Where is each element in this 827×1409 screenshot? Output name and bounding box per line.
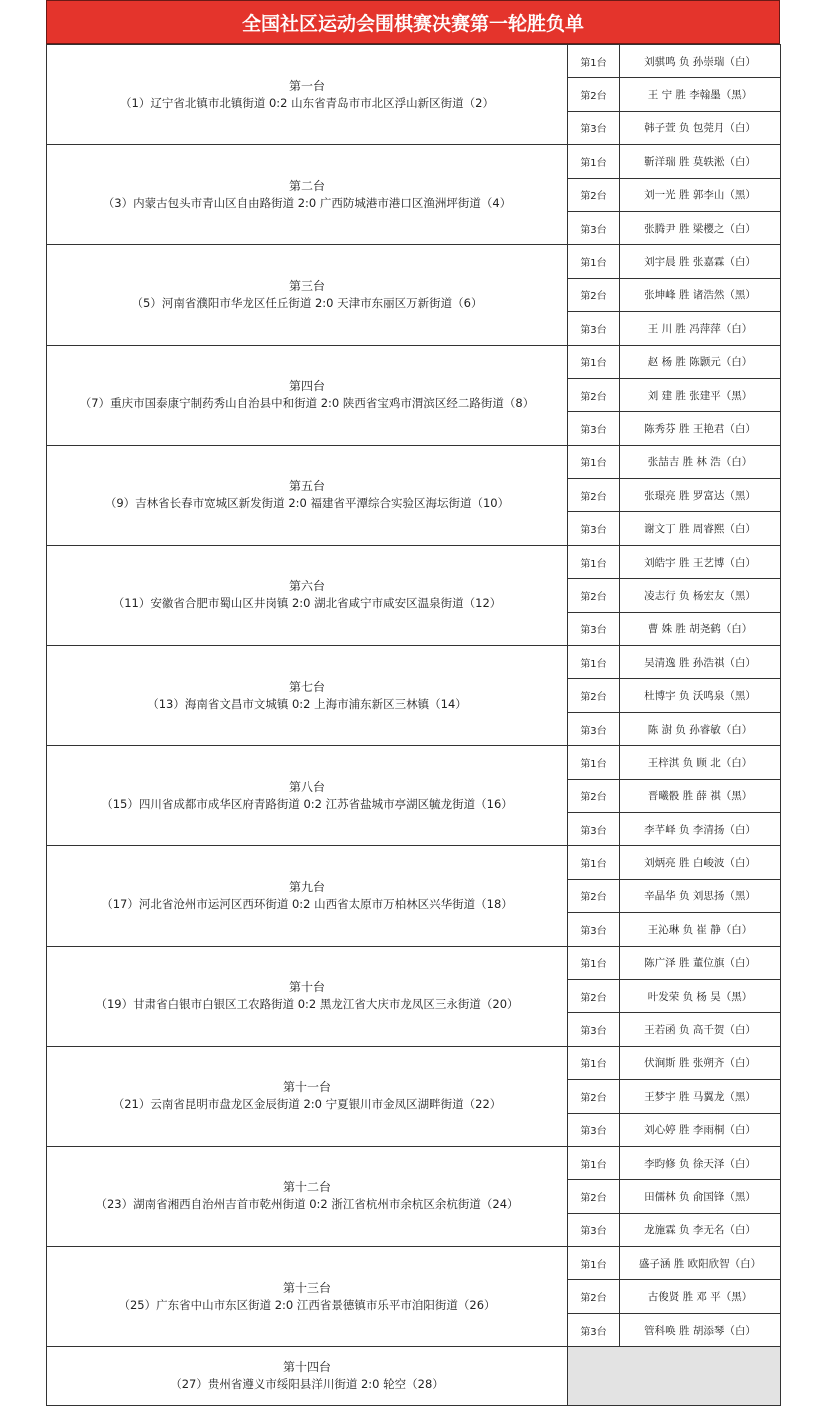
match-line: （5）河南省濮阳市华龙区任丘街道 2:0 天津市东丽区万新街道（6） — [131, 295, 483, 310]
game-result: 陈 澍 负 孙睿敏（白） — [620, 712, 781, 745]
board-number: 第1台 — [568, 646, 620, 679]
match-line: （9）吉林省长春市宽城区新发街道 2:0 福建省平潭综合实验区海坛街道（10） — [104, 496, 510, 511]
board-number: 第3台 — [568, 312, 620, 345]
table-name: 第十三台 — [282, 1280, 331, 1295]
match-line: （17）河北省沧州市运河区西环街道 0:2 山西省太原市万柏林区兴华街道（18） — [101, 896, 513, 911]
game-result: 陈广泽 胜 董位旗（白） — [620, 946, 781, 979]
game-result: 晋曦骰 胜 薛 祺（黑） — [620, 779, 781, 812]
board-number: 第2台 — [568, 1080, 620, 1113]
match-line: （11）安徽省合肥市蜀山区井岗镇 2:0 湖北省咸宁市咸安区温泉街道（12） — [112, 596, 502, 611]
match-cell — [47, 45, 568, 145]
game-result: 王若函 负 高千贺（白） — [620, 1013, 781, 1046]
game-row — [47, 445, 781, 478]
game-result: 王梓淇 负 顾 北（白） — [620, 746, 781, 779]
table-name: 第十二台 — [282, 1180, 331, 1195]
table-name: 第一台 — [288, 78, 325, 93]
game-result: 古俊贤 胜 邓 平（黑） — [620, 1280, 781, 1313]
board-number: 第3台 — [568, 1213, 620, 1246]
table-name: 第五台 — [288, 479, 325, 494]
table-name: 第二台 — [288, 178, 325, 193]
table-name: 第九台 — [288, 879, 325, 894]
board-number: 第3台 — [568, 812, 620, 845]
game-row — [47, 545, 781, 578]
sheet-title: 全国社区运动会围棋赛决赛第一轮胜负单 — [46, 0, 780, 44]
game-result: 靳洋瑞 胜 莫轶淞（白） — [620, 145, 781, 178]
match-line: （23）湖南省湘西自治州吉首市乾州街道 0:2 浙江省杭州市余杭区余杭街道（24） — [95, 1197, 519, 1212]
board-number: 第1台 — [568, 45, 620, 78]
match-cell — [47, 1247, 568, 1347]
table-name: 第三台 — [288, 278, 325, 293]
board-number: 第3台 — [568, 1313, 620, 1346]
board-number: 第1台 — [568, 545, 620, 578]
game-result: 王梦宇 胜 马翼龙（黑） — [620, 1080, 781, 1113]
result-sheet — [46, 0, 780, 1406]
table-name: 第八台 — [288, 779, 325, 794]
board-number: 第3台 — [568, 512, 620, 545]
match-line: （21）云南省昆明市盘龙区金辰街道 2:0 宁夏银川市金凤区湖畔街道（22） — [112, 1097, 502, 1112]
game-result: 叶发荣 负 杨 昊（黑） — [620, 979, 781, 1012]
game-result: 辛晶华 负 刘思扬（黑） — [620, 879, 781, 912]
board-number: 第2台 — [568, 1180, 620, 1213]
board-number: 第2台 — [568, 479, 620, 512]
board-number: 第2台 — [568, 378, 620, 411]
game-result: 田儒林 负 俞国锋（黑） — [620, 1180, 781, 1213]
board-number: 第1台 — [568, 846, 620, 879]
bye-match-line: （27）贵州省遵义市绥阳县洋川街道 2:0 轮空（28） — [170, 1377, 444, 1392]
board-number: 第1台 — [568, 946, 620, 979]
match-line: （25）广东省中山市东区街道 2:0 江西省景德镇市乐平市洎阳街道（26） — [118, 1297, 496, 1312]
match-cell — [47, 1046, 568, 1146]
board-number: 第3台 — [568, 111, 620, 144]
match-cell — [47, 946, 568, 1046]
bye-empty-cell — [568, 1347, 781, 1406]
table-name: 第六台 — [288, 579, 325, 594]
game-result: 张璟亮 胜 罗富达（黑） — [620, 479, 781, 512]
game-result: 刘皓宇 胜 王艺博（白） — [620, 545, 781, 578]
game-result: 李芊峄 负 李清扬（白） — [620, 812, 781, 845]
board-number: 第3台 — [568, 612, 620, 645]
board-number: 第1台 — [568, 1146, 620, 1179]
board-number: 第1台 — [568, 1247, 620, 1280]
board-number: 第3台 — [568, 412, 620, 445]
board-number: 第2台 — [568, 178, 620, 211]
game-result: 张腾尹 胜 梁樱之（白） — [620, 211, 781, 244]
match-cell — [47, 1146, 568, 1246]
game-result: 刘宇晨 胜 张嘉霖（白） — [620, 245, 781, 278]
game-row — [47, 45, 781, 78]
board-number: 第3台 — [568, 1113, 620, 1146]
bye-row — [47, 1347, 781, 1406]
board-number: 第2台 — [568, 979, 620, 1012]
game-result: 曹 姝 胜 胡尧鹤（白） — [620, 612, 781, 645]
board-number: 第1台 — [568, 1046, 620, 1079]
board-number: 第2台 — [568, 1280, 620, 1313]
game-result: 韩子萱 负 包莞月（白） — [620, 111, 781, 144]
game-result: 刘炳亮 胜 白峻波（白） — [620, 846, 781, 879]
board-number: 第2台 — [568, 679, 620, 712]
game-result: 王 川 胜 冯萍萍（白） — [620, 312, 781, 345]
match-line: （7）重庆市国泰康宁制药秀山自治县中和街道 2:0 陕西省宝鸡市渭滨区经二路街道（8） — [79, 396, 535, 411]
match-line: （13）海南省文昌市文城镇 0:2 上海市浦东新区三林镇（14） — [147, 696, 467, 711]
game-result: 凌志行 负 杨宏友（黑） — [620, 579, 781, 612]
match-cell — [47, 846, 568, 946]
game-row — [47, 345, 781, 378]
match-cell — [47, 545, 568, 645]
game-result: 王 宁 胜 李翰墨（黑） — [620, 78, 781, 111]
table-name: 第七台 — [288, 679, 325, 694]
match-cell — [47, 245, 568, 345]
board-number: 第2台 — [568, 579, 620, 612]
game-result: 王沁琳 负 崔 静（白） — [620, 913, 781, 946]
bye-table-name: 第十四台 — [282, 1360, 331, 1375]
board-number: 第3台 — [568, 1013, 620, 1046]
match-line: （3）内蒙古包头市青山区自由路街道 2:0 广西防城港市港口区渔洲坪街道（4） — [102, 195, 512, 210]
game-result: 盛子涵 胜 欧阳欣智（白） — [620, 1247, 781, 1280]
game-result: 龙施霖 负 李无名（白） — [620, 1213, 781, 1246]
game-result: 李昀修 负 徐天泽（白） — [620, 1146, 781, 1179]
board-number: 第2台 — [568, 779, 620, 812]
match-cell — [47, 145, 568, 245]
bye-match-cell — [47, 1347, 568, 1406]
board-number: 第3台 — [568, 913, 620, 946]
board-number: 第1台 — [568, 746, 620, 779]
game-result: 谢文丁 胜 周睿熙（白） — [620, 512, 781, 545]
game-result: 刘骐鸣 负 孙崇瑞（白） — [620, 45, 781, 78]
board-number: 第1台 — [568, 145, 620, 178]
game-row — [47, 946, 781, 979]
board-number: 第1台 — [568, 345, 620, 378]
game-result: 刘一光 胜 郭李山（黑） — [620, 178, 781, 211]
board-number: 第1台 — [568, 245, 620, 278]
game-result: 伏涧斯 胜 张朔齐（白） — [620, 1046, 781, 1079]
table-name: 第十一台 — [282, 1080, 331, 1095]
match-line: （1）辽宁省北镇市北镇街道 0:2 山东省青岛市市北区浮山新区街道（2） — [120, 95, 494, 110]
game-result: 管科唤 胜 胡添琴（白） — [620, 1313, 781, 1346]
board-number: 第2台 — [568, 879, 620, 912]
match-cell — [47, 646, 568, 746]
game-row — [47, 145, 781, 178]
results-table — [46, 44, 781, 1406]
game-result: 吴清逸 胜 孙浩祺（白） — [620, 646, 781, 679]
table-name: 第四台 — [288, 379, 325, 394]
game-row — [47, 245, 781, 278]
game-row — [47, 1146, 781, 1179]
board-number: 第2台 — [568, 78, 620, 111]
board-number: 第3台 — [568, 712, 620, 745]
game-result: 张坤峰 胜 诸浩然（黑） — [620, 278, 781, 311]
game-result: 刘 建 胜 张建平（黑） — [620, 378, 781, 411]
match-cell — [47, 445, 568, 545]
match-cell — [47, 345, 568, 445]
game-row — [47, 1247, 781, 1280]
game-row — [47, 646, 781, 679]
board-number: 第2台 — [568, 278, 620, 311]
table-name: 第十台 — [288, 980, 325, 995]
game-result: 赵 杨 胜 陈颢元（白） — [620, 345, 781, 378]
game-result: 杜博宇 负 沃鸣泉（黑） — [620, 679, 781, 712]
match-line: （15）四川省成都市成华区府青路街道 0:2 江苏省盐城市亭湖区毓龙街道（16） — [101, 796, 513, 811]
game-result: 陈秀芬 胜 王艳君（白） — [620, 412, 781, 445]
game-result: 刘心婷 胜 李雨桐（白） — [620, 1113, 781, 1146]
board-number: 第3台 — [568, 211, 620, 244]
game-row — [47, 1046, 781, 1079]
board-number: 第1台 — [568, 445, 620, 478]
game-result: 张喆吉 胜 林 浩（白） — [620, 445, 781, 478]
game-row — [47, 746, 781, 779]
match-line: （19）甘肃省白银市白银区工农路街道 0:2 黑龙江省大庆市龙凤区三永街道（20） — [95, 997, 519, 1012]
match-cell — [47, 746, 568, 846]
game-row — [47, 846, 781, 879]
